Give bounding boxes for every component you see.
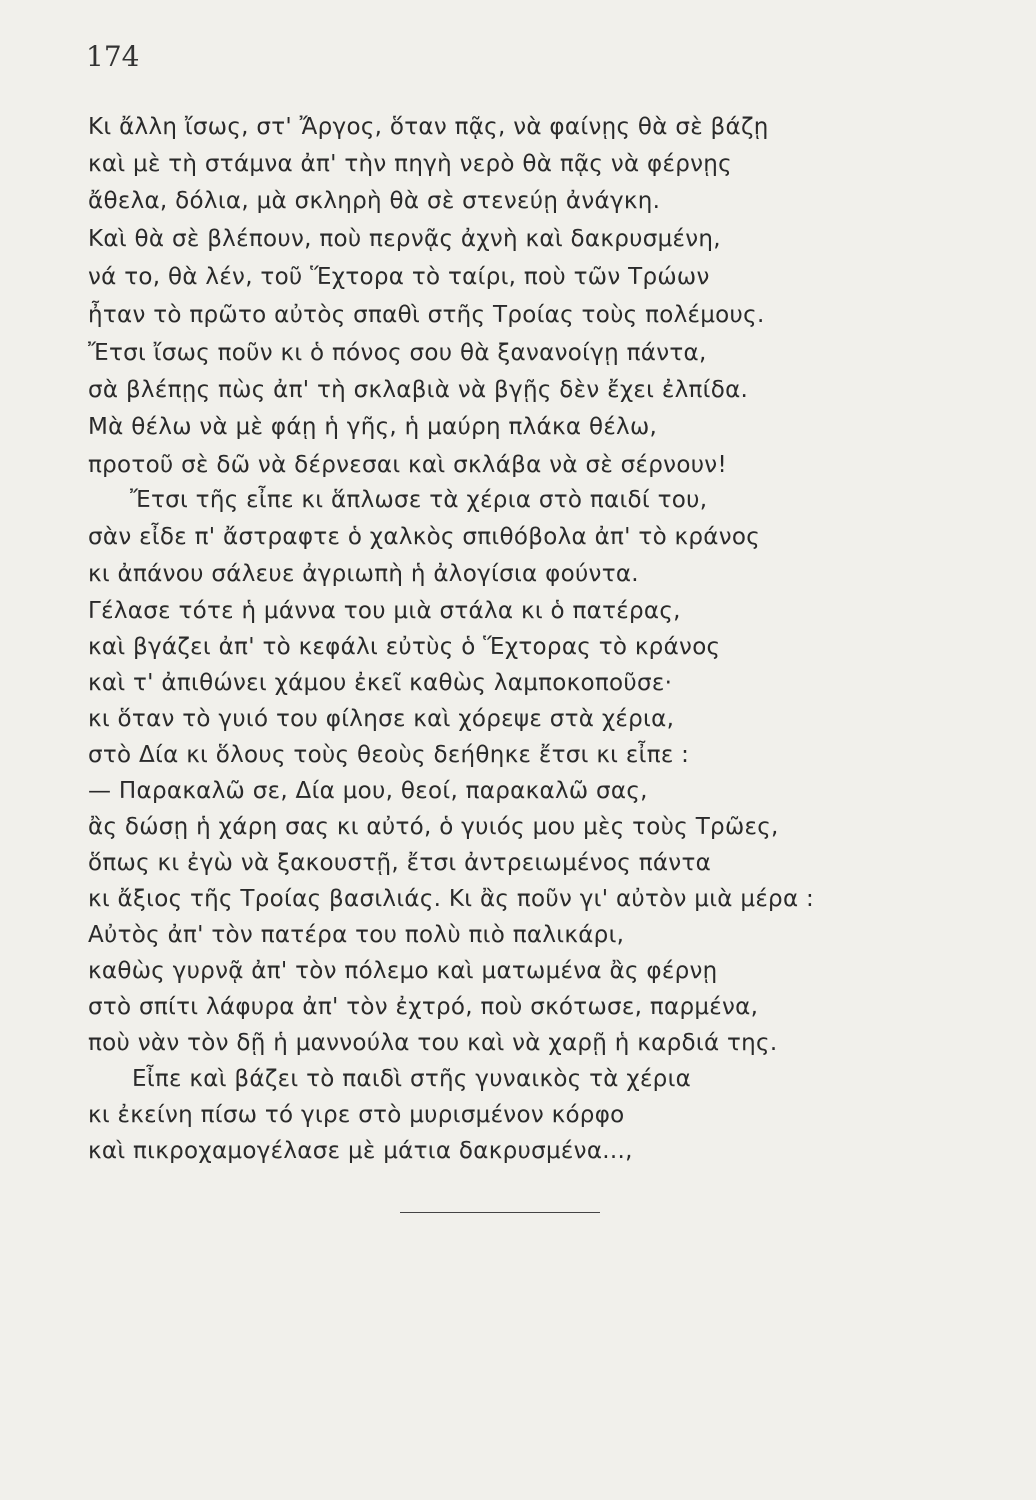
poem-line: σὰν εἶδε π' ἄστραφτε ὁ χαλκὸς σπιθόβολα ἀπ' τὸ κράνος: [88, 524, 761, 550]
poem-line: καὶ βγάζει ἀπ' τὸ κεφάλι εὐτὺς ὁ Ἕχτορας τὸ κράνος: [88, 634, 721, 660]
poem-line: κι ἐκείνη πίσω τό γιρε στὸ μυρισμένον κόρφο: [88, 1102, 625, 1128]
section-divider: [400, 1212, 600, 1213]
poem-line: ἦταν τὸ πρῶτο αὐτὸς σπαθὶ στῆς Τροίας τοὺς πολέμους.: [88, 302, 765, 328]
poem-line: ἄθελα, δόλια, μὰ σκληρὴ θὰ σὲ στενεύῃ ἀνάγκη.: [88, 188, 661, 214]
poem-line: σὰ βλέπῃς πὼς ἀπ' τὴ σκλαβιὰ νὰ βγῇς δὲν ἔχει ἐλπίδα.: [88, 377, 749, 403]
poem-line: — Παρακαλῶ σε, Δία μου, θεοί, παρακαλῶ σας,: [88, 778, 648, 804]
poem-line: καὶ πικροχαμογέλασε μὲ μάτια δακρυσμένα...,: [88, 1138, 633, 1164]
poem-line: Αὐτὸς ἀπ' τὸν πατέρα του πολὺ πιὸ παλικάρι,: [88, 922, 625, 948]
poem-line: ἂς δώσῃ ἡ χάρη σας κι αὐτό, ὁ γυιός μου μὲς τοὺς Τρῶες,: [88, 814, 779, 840]
poem-line: Γέλασε τότε ἡ μάννα του μιὰ στάλα κι ὁ πατέρας,: [88, 598, 681, 624]
poem-line: ὅπως κι ἐγὼ νὰ ξακουστῇ, ἔτσι ἀντρειωμένος πάντα: [88, 850, 712, 876]
page-number: 174: [86, 40, 140, 73]
poem-line: κι ὅταν τὸ γυιό του φίλησε καὶ χόρεψε στὰ χέρια,: [88, 706, 675, 732]
poem-line: καθὼς γυρνᾷ ἀπ' τὸν πόλεμο καὶ ματωμένα ἂς φέρνῃ: [88, 958, 718, 984]
poem-line: Ἔτσι τῆς εἶπε κι ἅπλωσε τὰ χέρια στὸ παιδί του,: [130, 487, 708, 513]
poem-line: Μὰ θέλω νὰ μὲ φάῃ ἡ γῆς, ἡ μαύρη πλάκα θέλω,: [88, 414, 658, 440]
poem-line: Καὶ θὰ σὲ βλέπουν, ποὺ περνᾷς ἀχνὴ καὶ δακρυσμένη,: [88, 226, 721, 252]
poem-line: κι ἀπάνου σάλευε ἀγριωπὴ ἡ ἀλογίσια φούντα.: [88, 561, 639, 587]
poem-line: στὸ Δία κι ὅλους τοὺς θεοὺς δεήθηκε ἔτσι κι εἶπε :: [88, 742, 690, 768]
poem-line: νά το, θὰ λέν, τοῦ Ἕχτορα τὸ ταίρι, ποὺ τῶν Τρώων: [88, 264, 710, 290]
poem-line: Εἶπε καὶ βάζει τὸ παιδὶ στῆς γυναικὸς τὰ χέρια: [132, 1066, 692, 1092]
poem-line: ποὺ νὰν τὸν δῇ ἡ μαννούλα του καὶ νὰ χαρῇ ἡ καρδιά της.: [88, 1030, 778, 1056]
poem-line: καὶ μὲ τὴ στάμνα ἀπ' τὴν πηγὴ νερὸ θὰ πᾷς νὰ φέρνῃς: [88, 151, 732, 177]
poem-line: στὸ σπίτι λάφυρα ἀπ' τὸν ἐχτρό, ποὺ σκότωσε, παρμένα,: [88, 994, 759, 1020]
poem-line: Ἔτσι ἴσως ποῦν κι ὁ πόνος σου θὰ ξανανοίγῃ πάντα,: [88, 340, 707, 366]
poem-line: καὶ τ' ἀπιθώνει χάμου ἐκεῖ καθὼς λαμποκοποῦσε·: [88, 670, 673, 696]
poem-line: κι ἄξιος τῆς Τροίας βασιλιάς. Κι ἂς ποῦν γι' αὐτὸν μιὰ μέρα :: [88, 886, 815, 912]
poem-line: Κι ἄλλη ἴσως, στ' Ἄργος, ὅταν πᾷς, νὰ φαίνῃς θὰ σὲ βάζῃ: [88, 114, 769, 140]
poem-line: προτοῦ σὲ δῶ νὰ δέρνεσαι καὶ σκλάβα νὰ σὲ σέρνουν!: [88, 452, 727, 478]
